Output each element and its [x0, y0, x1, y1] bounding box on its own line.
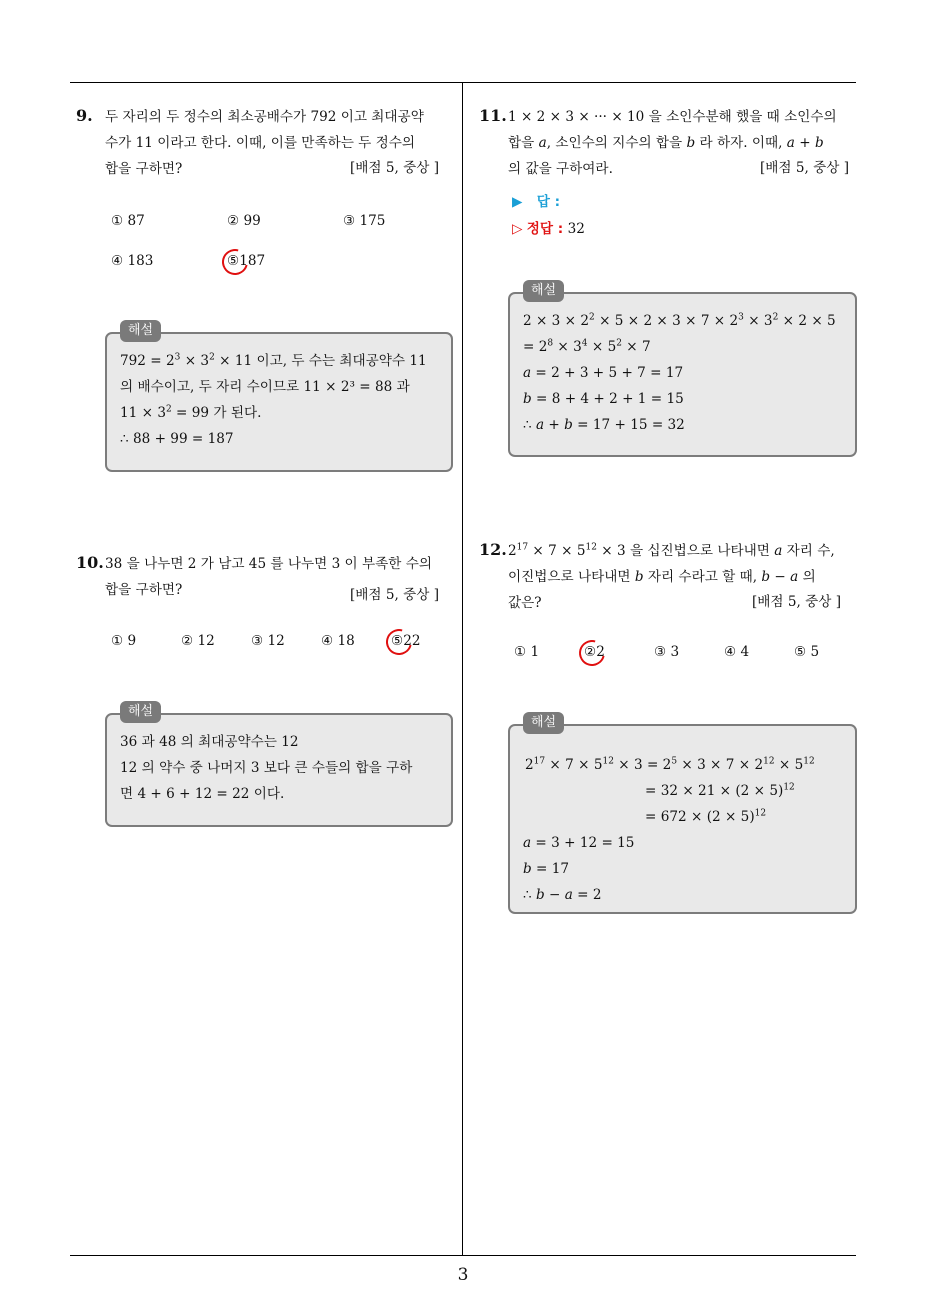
question-text: 38 을 나누면 2 가 남고 45 를 나누면 3 이 부족한 수의 [105, 556, 432, 572]
choice-1[interactable]: ① 1 [514, 644, 540, 660]
choice-4[interactable]: ④ 18 [321, 633, 355, 649]
solution-line: = $32 \times 21 \times (2 \times 5)^{12}$ [645, 782, 795, 799]
solution-line: a = 3 + 12 = 15 [523, 835, 635, 851]
question-number: 9. [76, 106, 93, 125]
score-level: [배점 5, 중상 ] [350, 587, 440, 603]
solution-box-q10 [105, 704, 453, 827]
solution-tag: 해설 [120, 701, 161, 723]
solution-line: ∴ a + b = 17 + 15 = 32 [523, 417, 685, 433]
solution-line: $2 \times 3 \times 2^2 \times 5 \times 2 \times 3 \times 7 \times 2^3 \times 3^2 \times 2 \times 5$ [523, 312, 836, 329]
solution-tag: 해설 [523, 712, 564, 734]
question-number: 10. [76, 553, 104, 572]
solution-box-q12 [508, 715, 857, 914]
question-text: 의 값을 구하여라. [508, 161, 613, 177]
solution-tag: 해설 [523, 280, 564, 302]
question-text: 합을 a, 소인수의 지수의 합을 b 라 하자. 이때, a + b [508, 135, 824, 151]
question-text: $2^{17} \times 7 \times 5^{12} \times 3$ 을 십진법으로 나타내면 a 자리 수, [508, 542, 835, 559]
question-text: 1 × 2 × 3 × ··· × 10 을 소인수분해 했을 때 소인수의 [508, 109, 837, 125]
choice-2[interactable]: ② 12 [181, 633, 215, 649]
choice-3[interactable]: ③ 3 [654, 644, 680, 660]
solution-box-q11 [508, 283, 857, 457]
question-number: 11. [479, 106, 507, 125]
solution-line: $2^{17} \times 7 \times 5^{12} \times 3 = 2^5 \times 3 \times 7 \times 2^{12} \times 5^{12}$ [525, 756, 815, 773]
question-number: 12. [479, 540, 507, 559]
choice-3[interactable]: ③ 175 [343, 213, 386, 229]
choice-5[interactable]: ⑤ 5 [794, 644, 820, 660]
score-level: [배점 5, 중상 ] [752, 594, 842, 610]
top-rule [70, 82, 856, 83]
question-text: 합을 구하면? [105, 161, 183, 177]
choice-5-selected[interactable]: ⑤22 [391, 633, 421, 649]
answer-circle-mark [381, 624, 417, 660]
choice-4[interactable]: ④ 183 [111, 253, 154, 269]
choice-5-selected[interactable]: ⑤187 [227, 253, 265, 269]
solution-line: ∴ b − a = 2 [523, 887, 602, 903]
solution-line: = $2^8 \times 3^4 \times 5^2 \times 7$ [523, 338, 651, 355]
page-number: 3 [457, 1265, 469, 1285]
question-text: 두 자리의 두 정수의 최소공배수가 792 이고 최대공약 [105, 109, 424, 125]
correct-answer-row [512, 217, 585, 237]
bottom-rule [70, 1255, 856, 1256]
choice-2[interactable]: ② 99 [227, 213, 261, 229]
question-text: 수가 11 이라고 한다. 이때, 이를 만족하는 두 정수의 [105, 135, 416, 151]
question-text: 이진법으로 나타내면 b 자리 수라고 할 때, b − a 의 [508, 569, 816, 585]
correct-value: 32 [567, 221, 585, 237]
solution-box-q9 [105, 323, 453, 472]
question-text: 합을 구하면? [105, 582, 183, 598]
answer-circle-mark [217, 244, 253, 280]
answer-label: 답 : [536, 194, 561, 210]
solution-line: ∴ 88 + 99 = 187 [120, 431, 234, 447]
solution-line: 36 과 48 의 최대공약수는 12 [120, 734, 299, 750]
score-level: [배점 5, 중상 ] [760, 160, 850, 176]
correct-label: 정답 : [526, 221, 564, 237]
solution-line: $792 = 2^3 \times 3^2 \times 11$ 이고, 두 수는 최대공약수 11 [120, 352, 427, 369]
choice-4[interactable]: ④ 4 [724, 644, 750, 660]
question-text: 값은? [508, 595, 542, 611]
solution-line: 면 4 + 6 + 12 = 22 이다. [120, 786, 285, 802]
choice-1[interactable]: ① 9 [111, 633, 137, 649]
column-divider [462, 83, 463, 1255]
solution-line: a = 2 + 3 + 5 + 7 = 17 [523, 365, 684, 381]
choices-q9 [111, 213, 386, 269]
outline-arrow-icon: ▷ [512, 221, 523, 237]
choices-q12 [514, 644, 820, 660]
solution-line: b = 17 [523, 861, 570, 877]
solution-tag: 해설 [120, 320, 161, 342]
solution-line: $11 \times 3^2 = 99$ 가 된다. [120, 404, 262, 421]
play-arrow-icon: ▶ [512, 194, 523, 210]
choice-3[interactable]: ③ 12 [251, 633, 285, 649]
answer-row [512, 190, 560, 210]
solution-line: = $672 \times (2 \times 5)^{12}$ [645, 808, 767, 825]
solution-line: 12 의 약수 중 나머지 3 보다 큰 수들의 합을 구하 [120, 760, 413, 776]
score-level: [배점 5, 중상 ] [350, 160, 440, 176]
choices-q10 [111, 633, 421, 649]
solution-line: 의 배수이고, 두 자리 수이므로 11 × 2³ = 88 과 [120, 379, 410, 395]
choice-1[interactable]: ① 87 [111, 213, 145, 229]
answer-circle-mark [574, 635, 610, 671]
choice-2-selected[interactable]: ②2 [584, 644, 605, 660]
solution-line: b = 8 + 4 + 2 + 1 = 15 [523, 391, 684, 407]
